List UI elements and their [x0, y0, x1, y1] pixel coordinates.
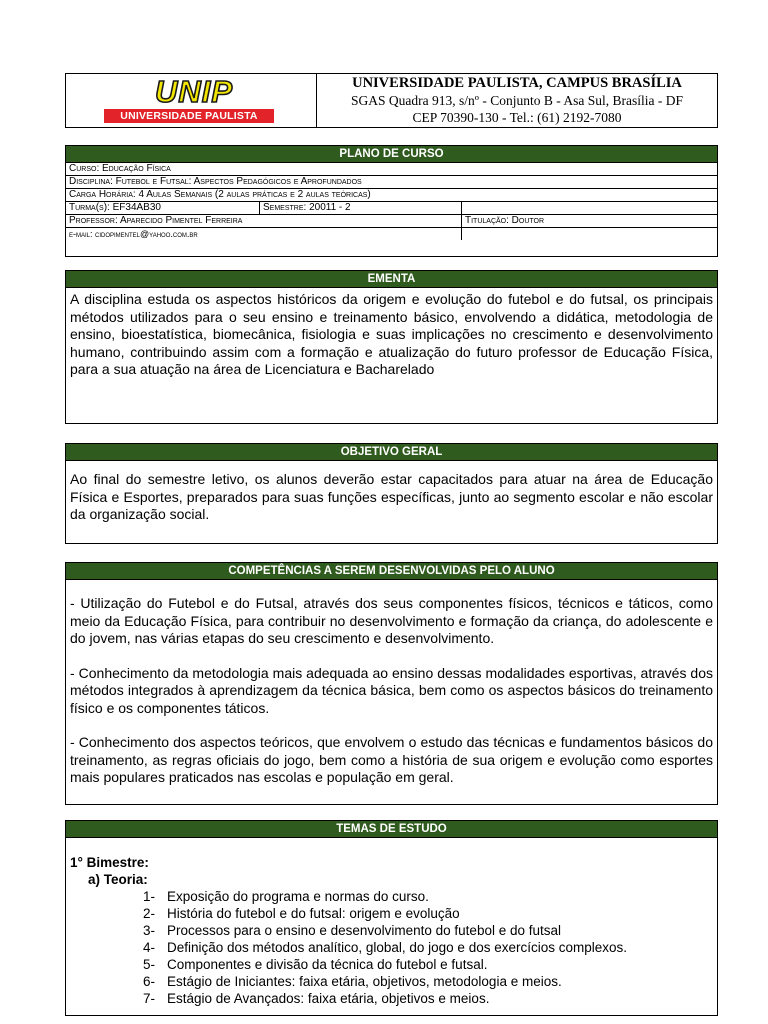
list-item	[143, 888, 713, 905]
disciplina-field: Disciplina: Futebol e Futsal: Aspectos Pedagógicos e Aprofundados	[69, 176, 362, 187]
address-line-1: SGAS Quadra 913, s/nº - Conjunto B - Asa Sul, Brasília - DF	[351, 93, 683, 108]
professor-row	[66, 215, 717, 228]
empty-cell	[461, 228, 717, 240]
university-name: UNIVERSIDADE PAULISTA, CAMPUS BRASÍLIA	[352, 75, 682, 91]
list-item	[143, 939, 713, 956]
logo-word-text: UNIP	[154, 77, 234, 107]
list-item	[143, 990, 713, 1007]
disciplina-row	[66, 176, 717, 189]
email-field: e-mail: cidopimentel@yahoo.com.br	[69, 229, 198, 239]
item-number: 3-	[143, 923, 156, 938]
competencias-section	[65, 562, 718, 805]
turma-field	[66, 202, 259, 214]
professor-field: Professor: Aparecido Pimentel Ferreira	[69, 215, 243, 226]
item-number: 1-	[143, 889, 156, 904]
logo-cell	[66, 74, 317, 127]
semestre-label: Semestre:	[263, 202, 307, 213]
item-text: Estágio de Iniciantes: faixa etária, objetivos, metodologia e meios.	[167, 974, 562, 989]
item-text: Componentes e divisão da técnica do futebol e futsal.	[167, 957, 488, 972]
titulacao-field: Titulação: Doutor	[461, 215, 717, 227]
list-item	[143, 973, 713, 990]
turma-label: Turma(s):	[69, 202, 110, 213]
objetivo-text	[66, 461, 717, 528]
logo-band: UNIVERSIDADE PAULISTA	[104, 109, 274, 123]
temas-content	[66, 838, 717, 1007]
empty-cell	[461, 202, 717, 214]
temas-de-estudo-section	[65, 820, 718, 1016]
item-text: Exposição do programa e normas do curso.	[167, 889, 429, 904]
item-number: 2-	[143, 906, 156, 921]
carga-row	[66, 189, 717, 202]
item-text: História do futebol e do futsal: origem e evolução	[167, 906, 460, 921]
list-item	[143, 956, 713, 973]
university-info	[317, 74, 717, 127]
item-number: 6-	[143, 974, 156, 989]
competencia-item: - Conhecimento da metodologia mais adequada ao ensino dessas modalidades esportivas, através dos métodos integrados à aprendizagem da técnica básica, bem como os aspectos básicos do treinamento físico e os componentes táticos.	[70, 664, 713, 716]
turma-value: EF34AB30	[112, 202, 161, 213]
list-item	[143, 922, 713, 939]
item-number: 7-	[143, 991, 156, 1006]
unip-logo	[124, 77, 264, 107]
curso-field: Curso: Educação Física	[69, 163, 171, 174]
carga-horaria-field: Carga Horária: 4 Aulas Semanais (2 aulas práticas e 2 aulas teóricas)	[69, 189, 371, 200]
ementa-text	[66, 288, 717, 383]
item-text: Processos para o ensino e desenvolvimento do futebol e do futsal	[167, 923, 561, 938]
ementa-paragraph: A disciplina estuda os aspectos históricos da origem e evolução do futebol e do futsal, os principais métodos utilizados para o seu ensino e treinamento básico, envolvendo a didática, metodologia de ensino, bioestatística, biomecânica, fisiologia e suas implicações no crescimento e desenvolvimento humano, contribuindo assim com a formação e atualização do futuro professor de Educação Física, para a sua atuação na área de Licenciatura e Bacharelado	[70, 291, 713, 377]
plano-title: PLANO DE CURSO	[66, 146, 717, 163]
item-number: 5-	[143, 957, 156, 972]
teoria-heading: a) Teoria:	[88, 872, 148, 887]
turma-row	[66, 202, 717, 215]
email-row	[66, 228, 717, 240]
competencias-text	[66, 580, 717, 808]
list-item	[143, 905, 713, 922]
ementa-title: EMENTA	[66, 271, 717, 288]
item-text: Definição dos métodos analítico, global, do jogo e dos exercícios complexos.	[167, 940, 628, 955]
objetivo-title: OBJETIVO GERAL	[66, 444, 717, 461]
objetivo-paragraph: Ao final do semestre letivo, os alunos deverão estar capacitados para atuar na área de Educação Física e Esportes, preparados para suas funções específicas, junto ao segmento escolar e não escolar da organização social.	[70, 471, 713, 522]
ementa-section	[65, 270, 718, 424]
item-number: 4-	[143, 940, 156, 955]
bimestre-heading: 1° Bimestre:	[70, 855, 149, 870]
competencia-item: - Utilização do Futebol e do Futsal, através dos seus componentes físicos, técnicos e táticos, como meio da Educação Física, para contribuir no desenvolvimento e formação da criança, do adolescente e do jovem, nas várias etapas do seu crescimento e desenvolvimento.	[70, 595, 713, 646]
objetivo-geral-section	[65, 443, 718, 544]
item-text: Estágio de Avançados: faixa etária, objetivos e meios.	[167, 991, 490, 1006]
competencia-item: - Conhecimento dos aspectos teóricos, que envolvem o estudo das técnicas e fundamentos básicos do treinamento, as regras oficiais do jogo, bem como a história de sua origem e evolução como esportes mais populares praticados nas escolas e população em geral.	[70, 734, 713, 785]
temas-list	[70, 888, 713, 1007]
curso-row	[66, 163, 717, 176]
semestre-value: 20011 - 2	[309, 202, 351, 213]
temas-title: TEMAS DE ESTUDO	[66, 821, 717, 838]
document-header	[65, 73, 718, 128]
semestre-field	[259, 202, 461, 214]
competencias-title: COMPETÊNCIAS A SEREM DESENVOLVIDAS PELO ALUNO	[66, 563, 717, 580]
plano-de-curso-table	[65, 145, 718, 257]
address-line-2: CEP 70390-130 - Tel.: (61) 2192-7080	[412, 110, 622, 125]
